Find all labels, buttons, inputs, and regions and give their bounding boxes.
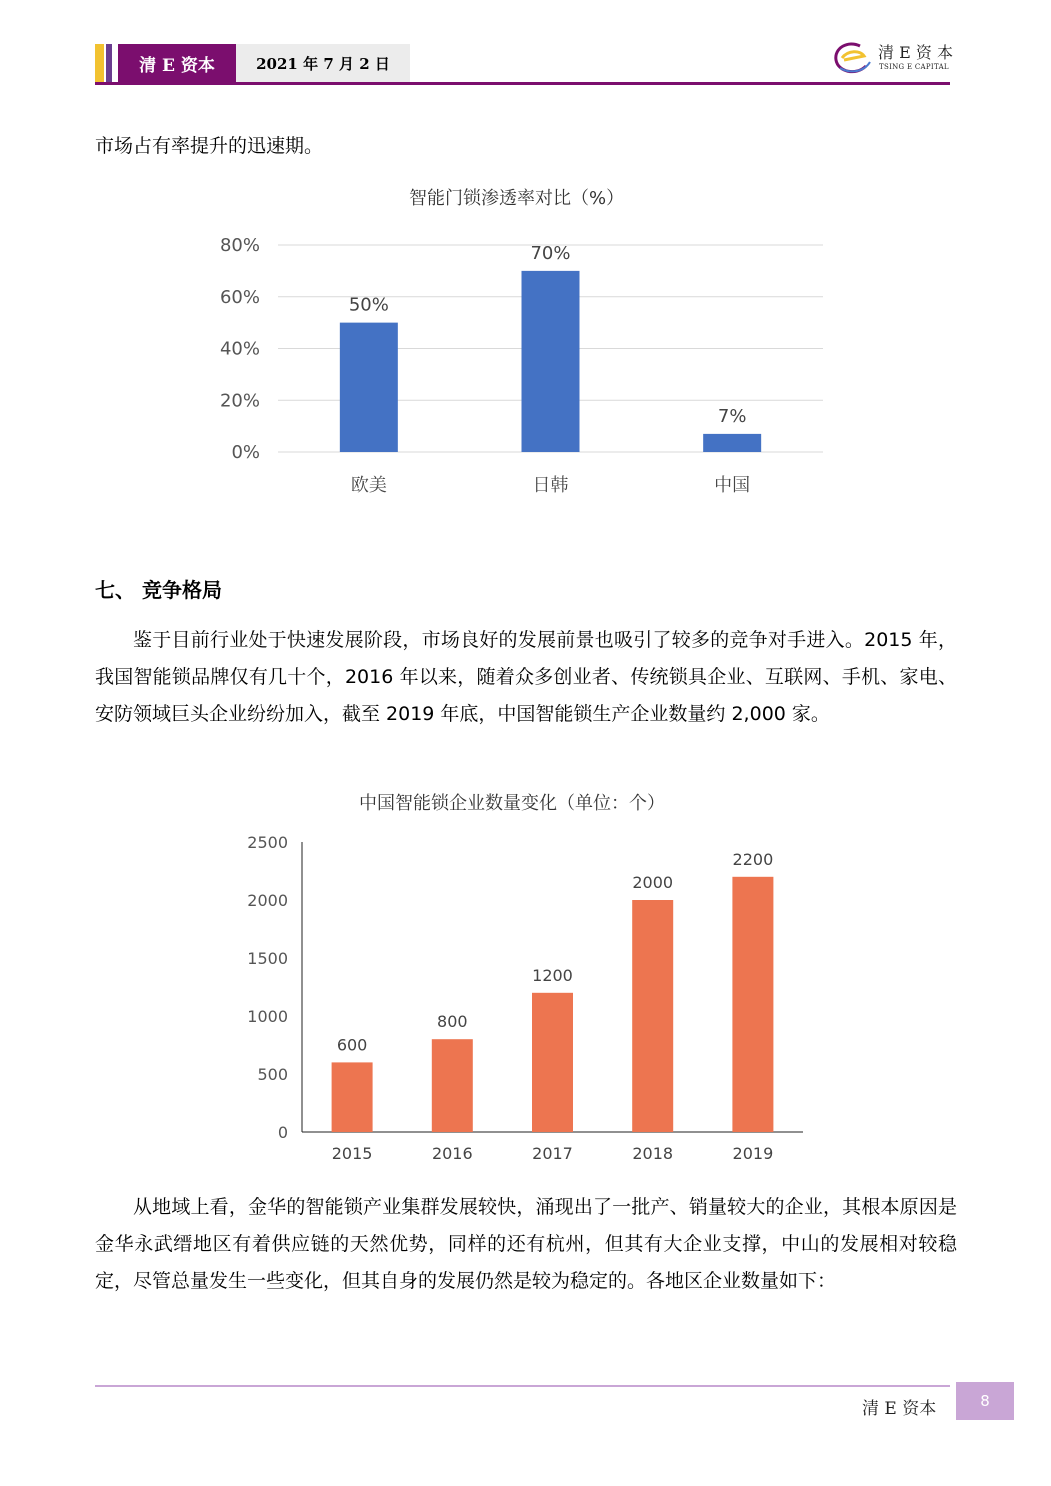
- paragraph-competition: 鉴于目前行业处于快速发展阶段，市场良好的发展前景也吸引了较多的竞争对手进入。2015 年，我国智能锁品牌仅有几十个，2016 年以来，随着众多创业者、传统锁具企业、互联网、手机、家电、安防领域巨头企业纷纷加入，截至 2019 年底，中国智能锁生产企业数量约 2,000 家。: [95, 629, 957, 725]
- footer-brand: 清 E 资本: [862, 1399, 937, 1419]
- y-tick-label: 1500: [247, 949, 288, 968]
- data-label: 7%: [717, 405, 747, 427]
- paragraph-intro: 市场占有率提升的迅速期。: [95, 135, 324, 157]
- y-tick-label: 0%: [231, 442, 260, 463]
- data-label: 70%: [530, 242, 571, 264]
- y-tick-label: 2000: [247, 891, 288, 910]
- category-label: 欧美: [350, 475, 387, 496]
- bar-欧美: [340, 323, 398, 452]
- logo-chinese-name: 清 E 资 本: [878, 43, 953, 62]
- y-tick-label: 500: [257, 1065, 288, 1084]
- data-label: 600: [336, 1035, 368, 1055]
- category-label: 2019: [732, 1144, 774, 1163]
- data-label: 50%: [348, 294, 389, 316]
- y-tick-label: 20%: [219, 390, 260, 412]
- y-tick-label: 0: [277, 1123, 288, 1142]
- category-label: 2018: [632, 1144, 674, 1163]
- section-heading: 七、 竞争格局: [95, 578, 222, 602]
- y-tick-label: 60%: [219, 286, 260, 308]
- header-brand: 清 E 资本: [118, 44, 236, 82]
- category-label: 中国: [714, 475, 751, 496]
- y-tick-label: 1000: [247, 1007, 288, 1026]
- logo-english-name: TSING E CAPITAL: [879, 63, 949, 71]
- header-date: 2021 年 7 月 2 日: [236, 44, 410, 82]
- chart2-title: 中国智能锁企业数量变化（单位：个）: [359, 793, 665, 814]
- y-tick-label: 80%: [219, 235, 260, 256]
- data-label: 2000: [632, 873, 674, 892]
- category-label: 2016: [431, 1144, 473, 1163]
- bar-2018: [632, 900, 673, 1132]
- footer-divider: [95, 1385, 950, 1387]
- data-label: 2200: [732, 849, 774, 869]
- bar-2015: [332, 1062, 373, 1132]
- category-label: 2015: [331, 1144, 373, 1163]
- bar-2017: [532, 993, 573, 1132]
- enterprise-count-chart: [0, 820, 1051, 1170]
- bar-2016: [432, 1039, 473, 1132]
- bar-日韩: [522, 271, 580, 452]
- y-tick-label: 40%: [219, 338, 260, 360]
- category-label: 2017: [532, 1144, 573, 1163]
- category-label: 日韩: [532, 475, 569, 496]
- data-label: 800: [437, 1012, 468, 1032]
- penetration-rate-chart: [0, 0, 1051, 520]
- bar-2019: [732, 877, 773, 1132]
- chart1-title: 智能门锁渗透率对比（%）: [409, 188, 625, 209]
- data-label: 1200: [532, 965, 573, 985]
- paragraph-regional: 从地域上看，金华的智能锁产业集群发展较快，涌现出了一批产、销量较大的企业，其根本原因是金华永武缙地区有着供应链的天然优势，同样的还有杭州，但其有大企业支撑，中山的发展相对较稳定，尽管总量发生一些变化，但其自身的发展仍然是较为稳定的。各地区企业数量如下：: [95, 1196, 957, 1292]
- page-number: 8: [956, 1382, 1014, 1420]
- bar-中国: [703, 434, 761, 452]
- y-tick-label: 2500: [247, 833, 288, 852]
